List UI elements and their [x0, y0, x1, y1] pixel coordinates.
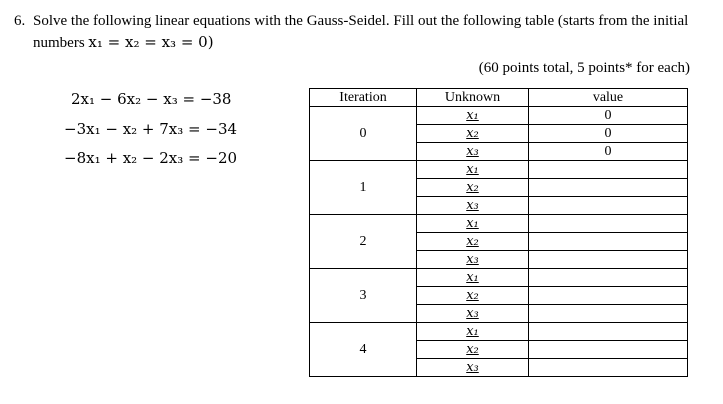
table-row: [310, 215, 688, 233]
unknown-label: x₂: [466, 342, 479, 357]
value-cell[interactable]: 0: [529, 125, 688, 143]
value-cell[interactable]: [529, 269, 688, 287]
unknown-cell: [417, 215, 529, 233]
iteration-cell: 1: [310, 161, 417, 215]
value-cell[interactable]: 0: [529, 107, 688, 125]
table-header-row: [310, 89, 688, 107]
unknown-cell: [417, 269, 529, 287]
unknown-label: x₁: [466, 216, 479, 231]
iteration-cell: 3: [310, 269, 417, 323]
unknown-cell: [417, 341, 529, 359]
unknown-label: x₃: [466, 198, 479, 213]
value-cell[interactable]: [529, 251, 688, 269]
iteration-cell: 0: [310, 107, 417, 161]
value-cell[interactable]: [529, 287, 688, 305]
equation-1: 2x₁ − 6x₂ − x₃ = −38: [71, 90, 232, 108]
unknown-label: x₁: [466, 270, 479, 285]
table-row: [310, 161, 688, 179]
value-cell[interactable]: 0: [529, 143, 688, 161]
value-cell[interactable]: [529, 323, 688, 341]
unknown-label: x₂: [466, 288, 479, 303]
unknown-cell: [417, 233, 529, 251]
header-unknown: Unknown: [417, 89, 529, 107]
unknown-label: x₂: [466, 180, 479, 195]
problem-number: 6.: [14, 13, 26, 29]
table-row: [310, 323, 688, 341]
unknown-cell: [417, 323, 529, 341]
unknown-cell: [417, 359, 529, 377]
header-iteration: Iteration: [310, 89, 417, 107]
problem-text-line2: [33, 33, 214, 53]
unknown-label: x₃: [466, 306, 479, 321]
unknown-cell: [417, 287, 529, 305]
equation-3: −8x₁ + x₂ − 2x₃ = −20: [64, 149, 238, 167]
iteration-cell: 4: [310, 323, 417, 377]
unknown-cell: [417, 107, 529, 125]
unknown-label: x₃: [466, 252, 479, 267]
unknown-label: x₁: [466, 162, 479, 177]
header-value: value: [529, 89, 688, 107]
unknown-cell: [417, 197, 529, 215]
unknown-label: x₁: [466, 324, 479, 339]
value-cell[interactable]: [529, 179, 688, 197]
iteration-cell: 2: [310, 215, 417, 269]
unknown-cell: [417, 251, 529, 269]
value-cell[interactable]: [529, 359, 688, 377]
unknown-cell: [417, 161, 529, 179]
value-cell[interactable]: [529, 305, 688, 323]
unknown-cell: [417, 125, 529, 143]
table-row: [310, 269, 688, 287]
problem-text-prefix: numbers: [33, 35, 89, 51]
unknown-label: x₂: [466, 234, 479, 249]
value-cell[interactable]: [529, 197, 688, 215]
value-cell[interactable]: [529, 341, 688, 359]
value-cell[interactable]: [529, 215, 688, 233]
unknown-cell: [417, 143, 529, 161]
equation-2: −3x₁ − x₂ + 7x₃ = −34: [64, 120, 238, 138]
unknown-cell: [417, 305, 529, 323]
value-cell[interactable]: [529, 161, 688, 179]
points-note: (60 points total, 5 points* for each): [478, 60, 690, 76]
table-row: [310, 107, 688, 125]
problem-text-line1: Solve the following linear equations with the Gauss-Seidel. Fill out the following table (starts from the initial: [33, 13, 689, 29]
unknown-label: x₃: [466, 144, 479, 159]
value-cell[interactable]: [529, 233, 688, 251]
unknown-label: x₃: [466, 360, 479, 375]
gauss-seidel-table: [309, 88, 688, 377]
initial-condition: x₁ = x₂ = x₃ = 0): [88, 33, 214, 51]
unknown-label: x₂: [466, 126, 479, 141]
unknown-cell: [417, 179, 529, 197]
unknown-label: x₁: [466, 108, 479, 123]
